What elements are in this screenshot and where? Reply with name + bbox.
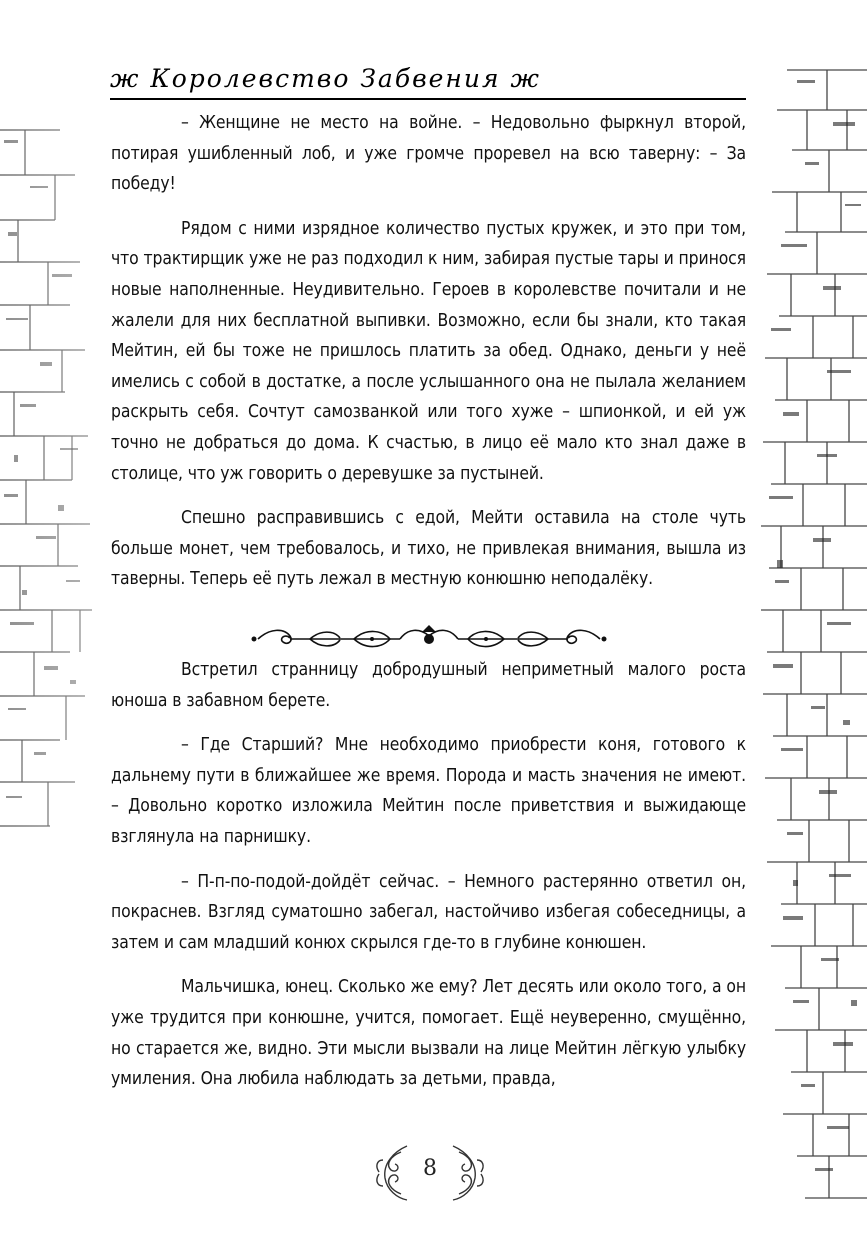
header-rule	[110, 98, 746, 100]
paragraph: Мальчишка, юнец. Сколько же ему? Лет десять или около того, а он уже трудится при конюшне, учится, помогает. Ещё неуверенно, смущённо, но старается же, видно. Эти мысли вызвали на лице Мейтин лёгкую улыбку умиления. Она любила наблюдать за детьми, правда,	[111, 977, 746, 1090]
paragraph: Встретил странницу добродушный неприметный малого роста юноша в забавном берете.	[111, 660, 746, 711]
ornamental-divider-icon	[250, 624, 608, 654]
page-footer	[365, 1142, 495, 1204]
text-block-bottom	[111, 655, 746, 1109]
acanthus-flourish-right-icon	[449, 1142, 489, 1204]
running-header	[110, 62, 746, 102]
brick-texture-right	[757, 0, 867, 1247]
text-block-top	[111, 108, 746, 609]
book-title: ж Королевство Забвения ж	[110, 64, 541, 93]
paragraph: – Где Старший? Мне необходимо приобрести коня, готового к дальнему пути в ближайшее же время. Порода и масть значения не имеют. – Довольно коротко изложила Мейтин после приветствия и выжидающе взглянула на парнишку.	[111, 735, 746, 847]
paragraph: – Женщине не место на войне. – Недовольно фыркнул второй, потирая ушибленный лоб, и уже громче проревел на всю таверну: – За победу!	[111, 113, 746, 195]
page-number: 8	[423, 1156, 437, 1181]
brick-texture-left	[0, 0, 100, 1247]
paragraph: – П-п-по-подой-дойдёт сейчас. – Немного растерянно ответил он, покраснев. Взгляд суматошно забегал, настойчиво избегая собеседницы, а затем и сам младший конюх скрылся где-то в глубине конюшен.	[111, 871, 746, 953]
paragraph: Спешно расправившись с едой, Мейти оставила на столе чуть больше монет, чем требовалось, и тихо, не привлекая внимания, вышла из таверны. Теперь её путь лежал в местную конюшню неподалёку.	[111, 508, 746, 590]
paragraph: Рядом с ними изрядное количество пустых кружек, и это при том, что трактирщик уже не раз подходил к ним, забирая пустые тары и принося новые наполненные. Неудивительно. Героев в королевстве почитали и не жалели для них бесплатной выпивки. Возможно, если бы знали, кто такая Мейтин, ей бы тоже не пришлось платить за обед. Однако, деньги у неё имелись с собой в достатке, а после услышанного она не пылала желанием раскрыть себя. Сочтут самозванкой или того хуже – шпионкой, и ей уж точно не добраться до дома. К счастью, в лицо её мало кто знал даже в столице, что уж говорить о деревушке за пустыней.	[111, 218, 746, 484]
